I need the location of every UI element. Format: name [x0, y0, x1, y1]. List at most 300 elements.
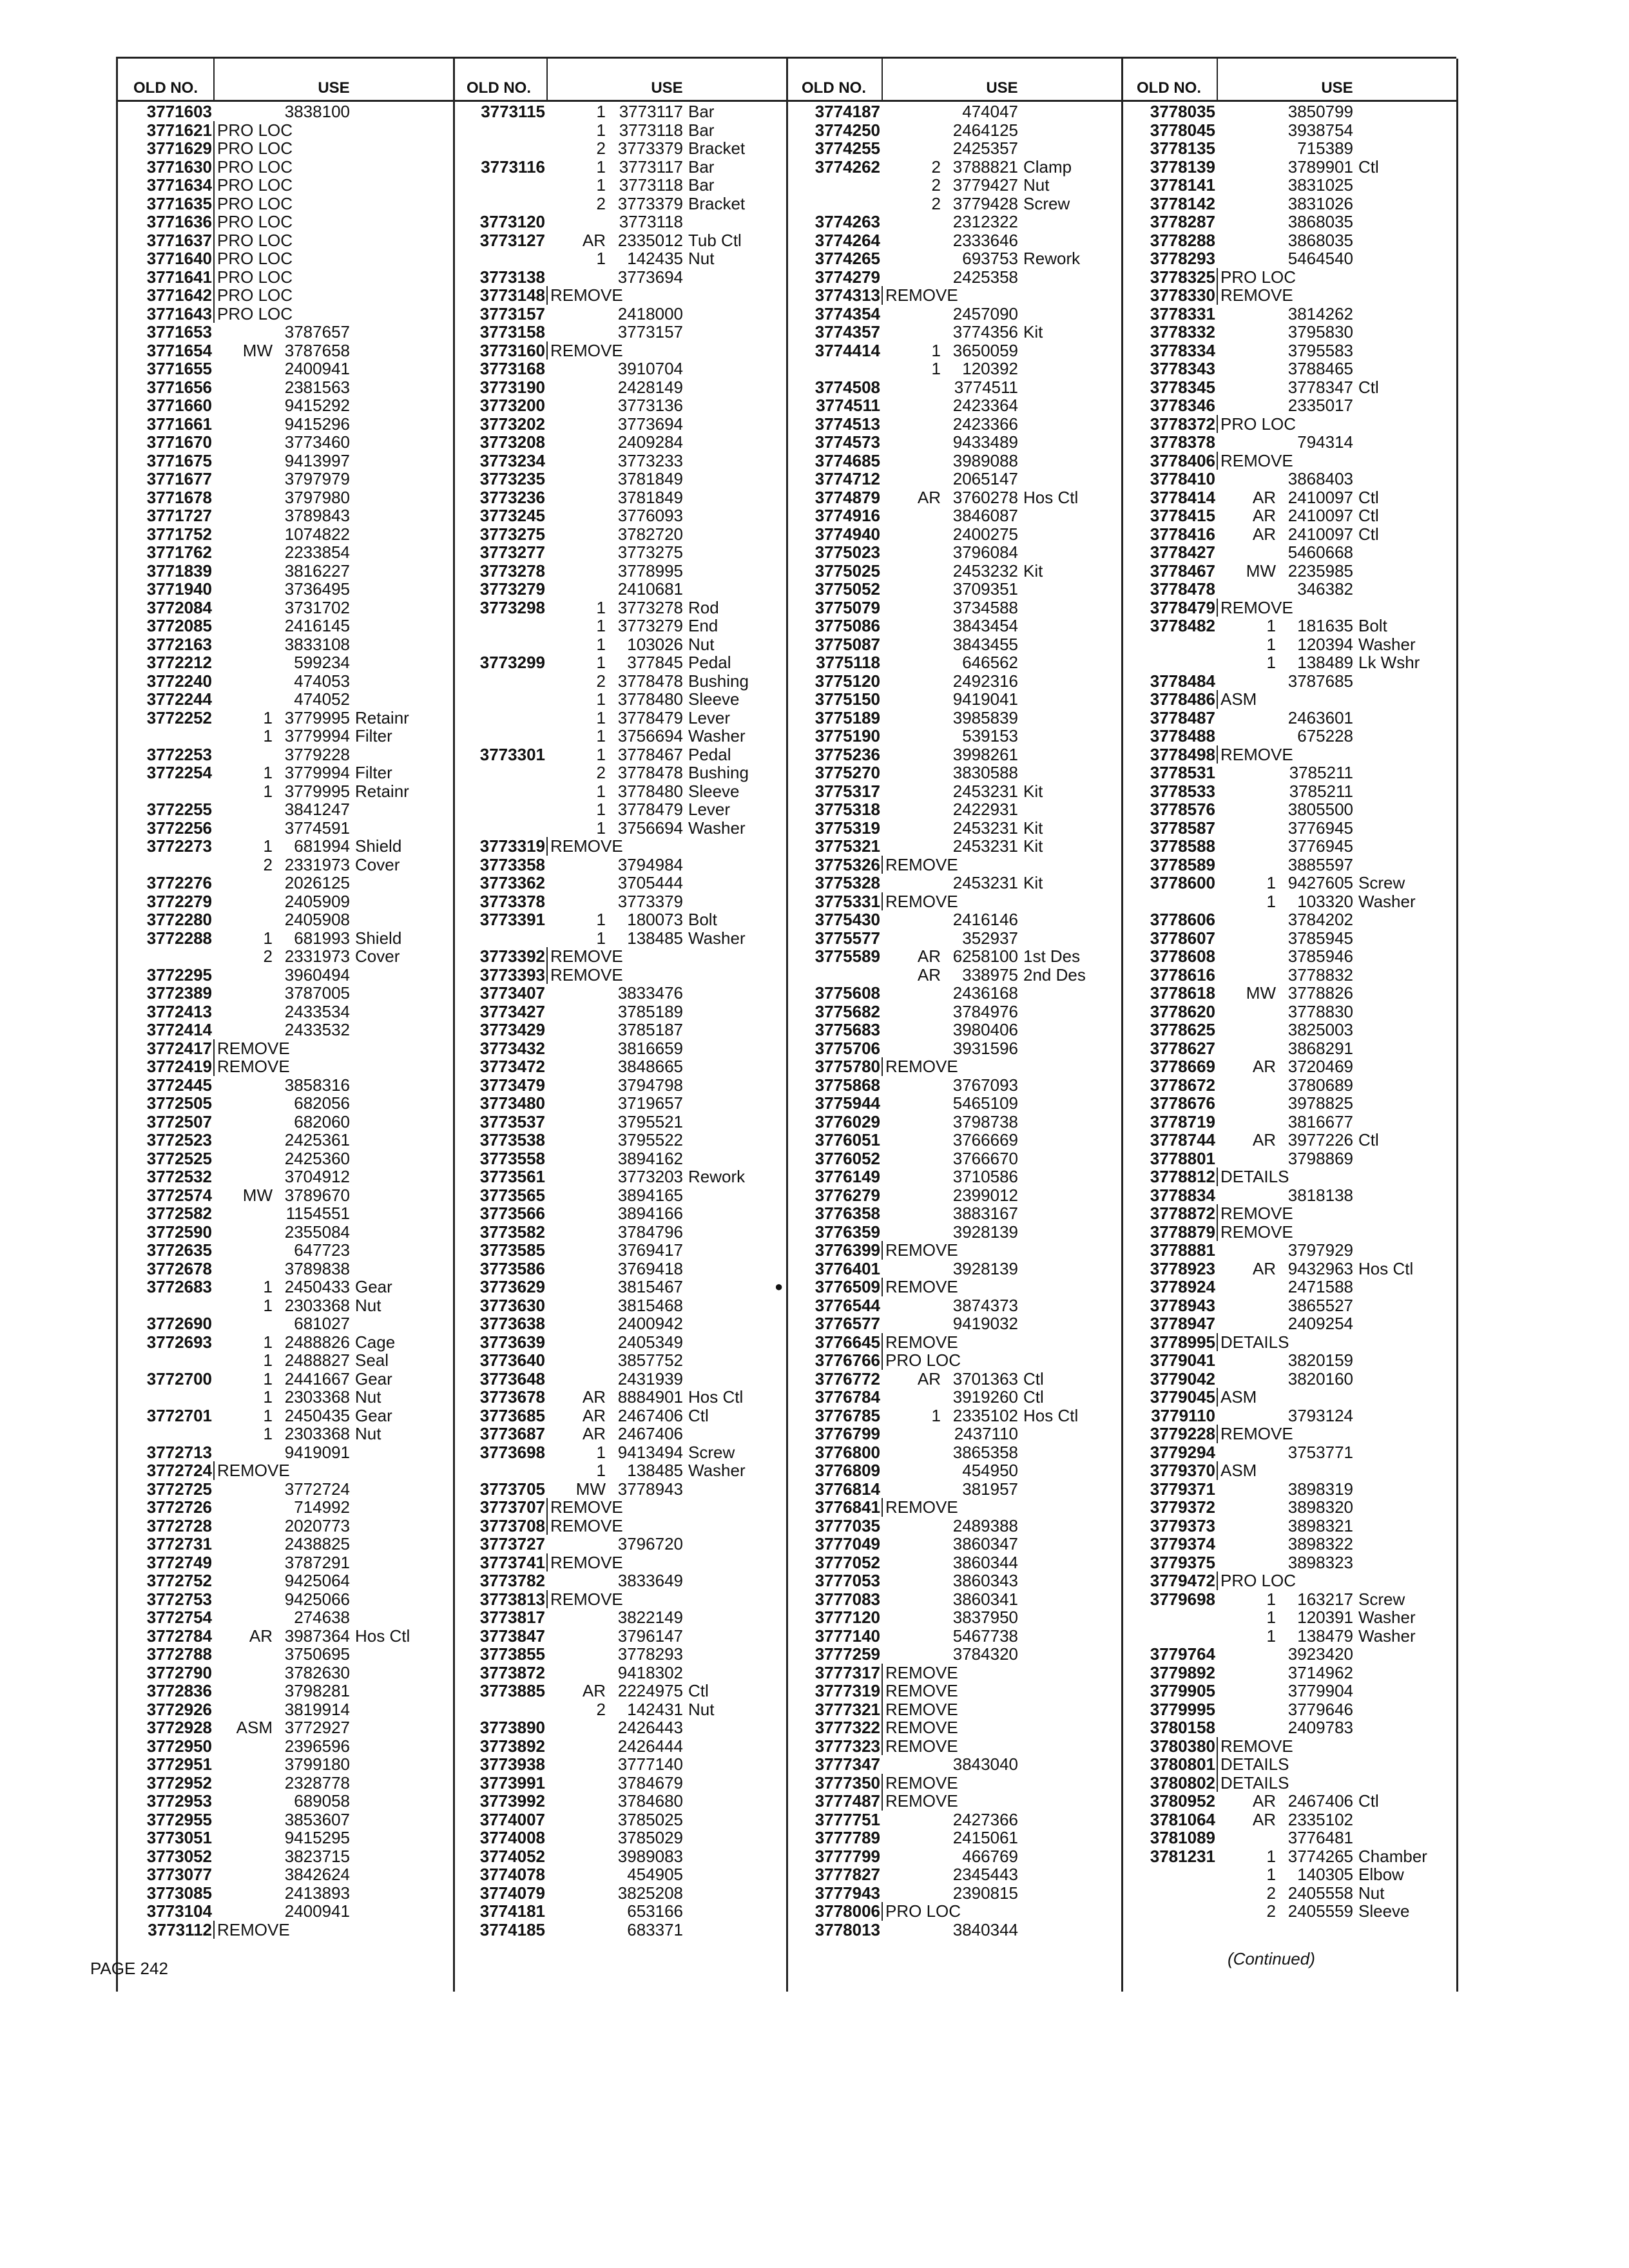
table-row — [786, 1865, 1121, 1884]
old-number: 3775189 — [815, 707, 880, 727]
old-number: 3772523 — [146, 1130, 212, 1149]
new-number: 3825208 — [617, 1883, 683, 1903]
table-row — [118, 158, 453, 177]
table-row — [451, 158, 786, 177]
part-description: Washer — [688, 928, 746, 948]
new-number: 3860347 — [952, 1534, 1018, 1553]
quantity: AR — [917, 1369, 941, 1389]
table-column-2 — [451, 59, 788, 1992]
old-number: 3777319 — [815, 1681, 880, 1700]
table-row — [1121, 1553, 1456, 1572]
new-number: 3820160 — [1287, 1369, 1353, 1389]
table-row — [786, 158, 1121, 177]
new-number: 120391 — [1297, 1608, 1353, 1627]
quantity: 1 — [263, 928, 273, 948]
table-row — [1121, 1902, 1456, 1921]
new-number: 3868403 — [1287, 469, 1353, 488]
old-number: 3776149 — [815, 1167, 880, 1186]
old-number: 3779228 — [1150, 1424, 1215, 1443]
old-number: 3773586 — [479, 1258, 545, 1278]
table-row — [1121, 984, 1456, 1003]
quantity: AR — [917, 487, 941, 507]
table-row — [786, 195, 1121, 213]
old-number: 3773298 — [479, 597, 545, 617]
table-row — [1121, 1057, 1456, 1076]
new-number: 3788821 — [952, 157, 1018, 177]
table-row — [1121, 1480, 1456, 1499]
new-number: 3998261 — [952, 744, 1018, 764]
old-number: 3778608 — [1150, 947, 1215, 966]
table-row — [1121, 910, 1456, 929]
table-row — [1121, 1865, 1456, 1884]
new-number: 3833108 — [284, 634, 350, 654]
part-description: Filter — [355, 763, 392, 782]
old-number: 3774313 — [815, 285, 880, 305]
table-row — [1121, 1737, 1456, 1756]
new-number: 103026 — [627, 634, 683, 654]
table-row — [786, 360, 1121, 378]
quantity: 1 — [596, 1442, 606, 1462]
new-number: 103320 — [1297, 891, 1353, 911]
table-row — [451, 1608, 786, 1627]
table-row — [118, 1774, 453, 1792]
table-row — [1121, 121, 1456, 140]
old-number: 3778744 — [1150, 1130, 1215, 1149]
quantity: 1 — [263, 1277, 273, 1296]
new-number: 3848665 — [617, 1057, 683, 1076]
quantity: AR — [1252, 1258, 1276, 1278]
table-row — [451, 1278, 786, 1296]
old-number: 3778588 — [1150, 836, 1215, 856]
table-row — [118, 323, 453, 341]
new-number: 2426444 — [617, 1736, 683, 1756]
quantity: MW — [1246, 983, 1276, 1003]
new-number: 2464125 — [952, 120, 1018, 140]
old-number: 3778414 — [1150, 487, 1215, 507]
old-number: 3779905 — [1150, 1681, 1215, 1700]
table-row — [786, 1186, 1121, 1205]
old-number: 3773561 — [479, 1167, 545, 1186]
table-row — [451, 635, 786, 654]
new-number: 2453232 — [952, 561, 1018, 581]
new-number: 3978825 — [1287, 1093, 1353, 1113]
part-description: Bracket — [688, 139, 746, 158]
table-row — [118, 856, 453, 874]
table-row — [118, 1131, 453, 1149]
quantity: MW — [242, 1185, 273, 1205]
old-number: 3773813 — [479, 1589, 545, 1609]
old-number: 3778801 — [1150, 1148, 1215, 1168]
new-number: 3778826 — [1287, 983, 1353, 1003]
table-row — [118, 231, 453, 250]
part-description: Clamp — [1023, 157, 1072, 177]
old-number: 3773202 — [479, 414, 545, 434]
old-number: 3773158 — [479, 322, 545, 341]
table-row — [1121, 1498, 1456, 1517]
old-number: 3778415 — [1150, 506, 1215, 525]
new-number: 3868035 — [1287, 230, 1353, 250]
quantity: 1 — [1266, 616, 1276, 635]
old-no-header: OLD NO. — [1121, 59, 1218, 100]
old-number: 3778947 — [1150, 1314, 1215, 1333]
old-number: 3773190 — [479, 377, 545, 397]
table-row — [451, 415, 786, 434]
part-description: Ctl — [1358, 377, 1379, 397]
old-number: 3778498 — [1150, 744, 1215, 764]
part-description: Elbow — [1358, 1865, 1404, 1884]
new-number: 539153 — [962, 726, 1018, 745]
table-row — [786, 1682, 1121, 1700]
new-number: 3778478 — [617, 671, 683, 691]
quantity: 1 — [1266, 1608, 1276, 1627]
old-number: 3776799 — [815, 1424, 880, 1443]
table-row — [118, 1039, 453, 1058]
new-number: 599234 — [294, 653, 350, 672]
table-row — [786, 837, 1121, 856]
part-description: Cage — [355, 1332, 396, 1352]
status-flag: REMOVE — [882, 1278, 958, 1296]
table-row — [1121, 433, 1456, 452]
new-number: 3766669 — [952, 1130, 1018, 1149]
new-number: 3779995 — [284, 781, 350, 801]
new-number: 9419032 — [952, 1314, 1018, 1333]
new-number: 715389 — [1297, 139, 1353, 158]
old-number: 3772240 — [146, 671, 212, 691]
old-number: 3774264 — [815, 230, 880, 250]
column-header — [118, 59, 453, 102]
old-number: 3774007 — [479, 1809, 545, 1829]
old-number: 3778345 — [1150, 377, 1215, 397]
old-number: 3771752 — [146, 524, 212, 544]
new-number: 3985839 — [952, 707, 1018, 727]
table-row — [118, 286, 453, 305]
old-number: 3772085 — [146, 616, 212, 635]
new-number: 3773136 — [617, 396, 683, 415]
table-row — [451, 617, 786, 635]
old-number: 3778672 — [1150, 1075, 1215, 1095]
old-number: 3772700 — [146, 1369, 212, 1389]
old-number: 3772953 — [146, 1791, 212, 1811]
quantity: 1 — [931, 340, 941, 360]
quantity: AR — [582, 1424, 606, 1443]
new-number: 3865527 — [1287, 1295, 1353, 1315]
old-number: 3772590 — [146, 1222, 212, 1242]
table-row — [1121, 1664, 1456, 1682]
table-row — [786, 1590, 1121, 1609]
table-row — [1121, 1076, 1456, 1095]
new-number: 3789838 — [284, 1258, 350, 1278]
old-number: 3775331 — [815, 891, 880, 911]
part-description: Shield — [355, 836, 402, 856]
new-number: 3928139 — [952, 1222, 1018, 1242]
old-number: 3779370 — [1150, 1461, 1215, 1480]
new-number: 3928139 — [952, 1258, 1018, 1278]
new-number: 3719657 — [617, 1093, 683, 1113]
old-number: 3773160 — [479, 340, 545, 360]
old-number: 3778141 — [1150, 175, 1215, 195]
new-number: 3787291 — [284, 1552, 350, 1572]
new-number: 2405349 — [617, 1332, 683, 1352]
table-row — [118, 782, 453, 801]
old-number: 3771636 — [146, 212, 212, 231]
table-row — [786, 1388, 1121, 1407]
quantity: 1 — [596, 102, 606, 121]
new-number: 3858316 — [284, 1075, 350, 1095]
table-row — [451, 1370, 786, 1389]
new-number: 2413893 — [284, 1883, 350, 1903]
old-number: 3773429 — [479, 1020, 545, 1039]
table-row — [451, 1223, 786, 1242]
table-row — [786, 800, 1121, 819]
table-row — [451, 1039, 786, 1058]
old-number: 3778334 — [1150, 340, 1215, 360]
old-number: 3773358 — [479, 854, 545, 874]
old-number: 3772701 — [146, 1405, 212, 1425]
table-row — [1121, 929, 1456, 948]
new-number: 3736495 — [284, 579, 350, 599]
table-row — [1121, 360, 1456, 378]
new-number: 3779995 — [284, 707, 350, 727]
old-number: 3772419 — [146, 1057, 212, 1076]
table-row — [451, 892, 786, 911]
old-number: 3779294 — [1150, 1442, 1215, 1462]
old-number: 3773629 — [479, 1277, 545, 1296]
part-description: Bushing — [688, 763, 749, 782]
old-number: 3773727 — [479, 1534, 545, 1553]
old-number: 3774181 — [479, 1901, 545, 1921]
new-number: 474053 — [294, 671, 350, 691]
new-number: 3773233 — [617, 450, 683, 470]
new-number: 3825003 — [1287, 1020, 1353, 1039]
table-row — [118, 690, 453, 709]
table-row — [451, 396, 786, 415]
old-number: 3771654 — [146, 340, 212, 360]
old-number: 3776766 — [815, 1350, 880, 1370]
old-number: 3771677 — [146, 469, 212, 488]
table-row — [786, 727, 1121, 745]
old-number: 3773051 — [146, 1828, 212, 1847]
table-row — [118, 1021, 453, 1039]
old-number: 3773120 — [479, 212, 545, 231]
table-row — [118, 1608, 453, 1627]
part-description: Screw — [1358, 1589, 1405, 1609]
quantity: 1 — [263, 1332, 273, 1352]
table-row — [1121, 1333, 1456, 1352]
table-row — [1121, 543, 1456, 562]
new-number: 2492316 — [952, 671, 1018, 691]
new-number: 2471588 — [1287, 1277, 1353, 1296]
new-number: 120392 — [962, 359, 1018, 378]
table-row — [1121, 764, 1456, 782]
part-description: Hos Ctl — [1358, 1258, 1414, 1278]
use-header: USE — [318, 79, 350, 97]
table-row — [118, 1737, 453, 1756]
quantity: 1 — [263, 1295, 273, 1315]
new-number: 646562 — [962, 653, 1018, 672]
old-number: 3772532 — [146, 1167, 212, 1186]
new-number: 2399012 — [952, 1185, 1018, 1205]
status-flag: REMOVE — [213, 1057, 290, 1076]
table-row — [786, 562, 1121, 581]
table-row — [1121, 1884, 1456, 1903]
table-row — [786, 1571, 1121, 1590]
new-number: 3780689 — [1287, 1075, 1353, 1095]
old-number: 3772728 — [146, 1515, 212, 1535]
old-number: 3778378 — [1150, 432, 1215, 452]
new-number: 3777140 — [617, 1754, 683, 1774]
part-description: Sleeve — [1358, 1901, 1410, 1921]
old-number: 3777317 — [815, 1662, 880, 1682]
new-number: 3760278 — [952, 487, 1018, 507]
use-header: USE — [1321, 79, 1353, 97]
table-row — [451, 745, 786, 764]
table-row — [451, 1131, 786, 1149]
table-row — [1121, 1204, 1456, 1223]
old-number: 3778606 — [1150, 910, 1215, 929]
quantity: AR — [1252, 1809, 1276, 1829]
table-row — [451, 800, 786, 819]
table-row — [786, 1811, 1121, 1829]
old-number: 3778482 — [1150, 616, 1215, 635]
new-number: 3785189 — [617, 1001, 683, 1021]
table-row — [1121, 1351, 1456, 1370]
old-number: 3781064 — [1150, 1809, 1215, 1829]
table-row — [786, 121, 1121, 140]
old-number: 3775052 — [815, 579, 880, 599]
new-number: 3841247 — [284, 800, 350, 819]
old-number: 3771621 — [146, 120, 212, 140]
old-number: 3773687 — [479, 1424, 545, 1443]
part-description: Tub Ctl — [688, 230, 742, 250]
new-number: 3843040 — [952, 1754, 1018, 1774]
old-number: 3778676 — [1150, 1093, 1215, 1113]
table-row — [118, 1370, 453, 1389]
table-row — [451, 1571, 786, 1590]
table-row — [118, 341, 453, 360]
new-number: 3846087 — [952, 506, 1018, 525]
table-row — [118, 837, 453, 856]
new-number: 9432963 — [1287, 1258, 1353, 1278]
table-row — [118, 635, 453, 654]
table-row — [1121, 268, 1456, 287]
old-number: 3774279 — [815, 267, 880, 287]
part-description: Bar — [688, 157, 715, 177]
table-row — [1121, 195, 1456, 213]
old-number: 3773116 — [481, 157, 545, 177]
old-number: 3779472 — [1150, 1571, 1215, 1590]
quantity: AR — [582, 1681, 606, 1700]
old-number: 3775706 — [815, 1038, 880, 1058]
table-row — [118, 249, 453, 268]
new-number: 3789901 — [1287, 157, 1353, 177]
old-number: 3773275 — [479, 524, 545, 544]
old-number: 3771655 — [146, 359, 212, 378]
part-description: Lever — [688, 707, 731, 727]
new-number: 3797929 — [1287, 1240, 1353, 1260]
part-description: Filter — [355, 726, 392, 745]
table-row — [1121, 1425, 1456, 1443]
new-number: 3919260 — [952, 1387, 1018, 1407]
old-number: 3775025 — [815, 561, 880, 581]
table-row — [118, 910, 453, 929]
part-description: Pedal — [688, 653, 731, 672]
quantity: AR — [582, 230, 606, 250]
table-row — [118, 1296, 453, 1315]
new-number: 3883167 — [952, 1204, 1018, 1223]
new-number: 2425361 — [284, 1130, 350, 1149]
part-description: Ctl — [1358, 524, 1379, 544]
new-number: 2312322 — [952, 212, 1018, 231]
table-row — [786, 1407, 1121, 1425]
part-description: Kit — [1023, 561, 1043, 581]
new-number: 9433489 — [952, 432, 1018, 452]
table-row — [1121, 378, 1456, 397]
status-flag: PRO LOC — [213, 121, 293, 140]
table-row — [118, 1333, 453, 1352]
table-row — [1121, 1847, 1456, 1866]
status-flag: REMOVE — [882, 1498, 958, 1517]
table-row — [1121, 635, 1456, 654]
new-number: 2303368 — [284, 1387, 350, 1407]
status-flag: REMOVE — [546, 1498, 623, 1517]
old-number: 3773479 — [479, 1075, 545, 1095]
new-number: 2431939 — [617, 1369, 683, 1389]
table-row — [786, 1223, 1121, 1242]
old-number: 3773847 — [479, 1626, 545, 1646]
quantity: AR — [582, 1405, 606, 1425]
table-row — [1121, 599, 1456, 617]
part-description: Sleeve — [688, 781, 740, 801]
table-row — [451, 213, 786, 231]
table-row — [1121, 213, 1456, 231]
table-row — [786, 1260, 1121, 1278]
quantity: 2 — [263, 947, 273, 966]
quantity: 1 — [596, 928, 606, 948]
new-number: 2335102 — [1287, 1809, 1353, 1829]
table-row — [1121, 745, 1456, 764]
new-number: 3784680 — [617, 1791, 683, 1811]
new-number: 3773275 — [617, 543, 683, 562]
status-flag: REMOVE — [882, 1718, 958, 1737]
old-number: 3772784 — [146, 1626, 212, 1646]
new-number: 3714962 — [1287, 1662, 1353, 1682]
old-number: 3775120 — [815, 671, 880, 691]
new-number: 3769417 — [617, 1240, 683, 1260]
quantity: 1 — [1266, 891, 1276, 911]
part-description: Pedal — [688, 744, 731, 764]
status-flag: REMOVE — [213, 1921, 290, 1939]
table-row — [118, 947, 453, 966]
status-flag: REMOVE — [1217, 745, 1293, 764]
new-number: 3885597 — [1287, 854, 1353, 874]
new-number: 3823715 — [284, 1846, 350, 1866]
table-row — [451, 176, 786, 195]
old-number: 3775683 — [815, 1020, 880, 1039]
old-number: 3771637 — [146, 230, 212, 250]
table-row — [1121, 1645, 1456, 1664]
new-number: 3779994 — [284, 726, 350, 745]
old-number: 3773585 — [479, 1240, 545, 1260]
table-row — [786, 415, 1121, 434]
old-number: 3777083 — [815, 1589, 880, 1609]
table-row — [118, 1407, 453, 1425]
old-number: 3774940 — [815, 524, 880, 544]
table-row — [1121, 800, 1456, 819]
new-number: 2415061 — [952, 1828, 1018, 1847]
new-number: 3815467 — [617, 1277, 683, 1296]
old-number: 3778943 — [1150, 1295, 1215, 1315]
old-number: 3779375 — [1150, 1552, 1215, 1572]
